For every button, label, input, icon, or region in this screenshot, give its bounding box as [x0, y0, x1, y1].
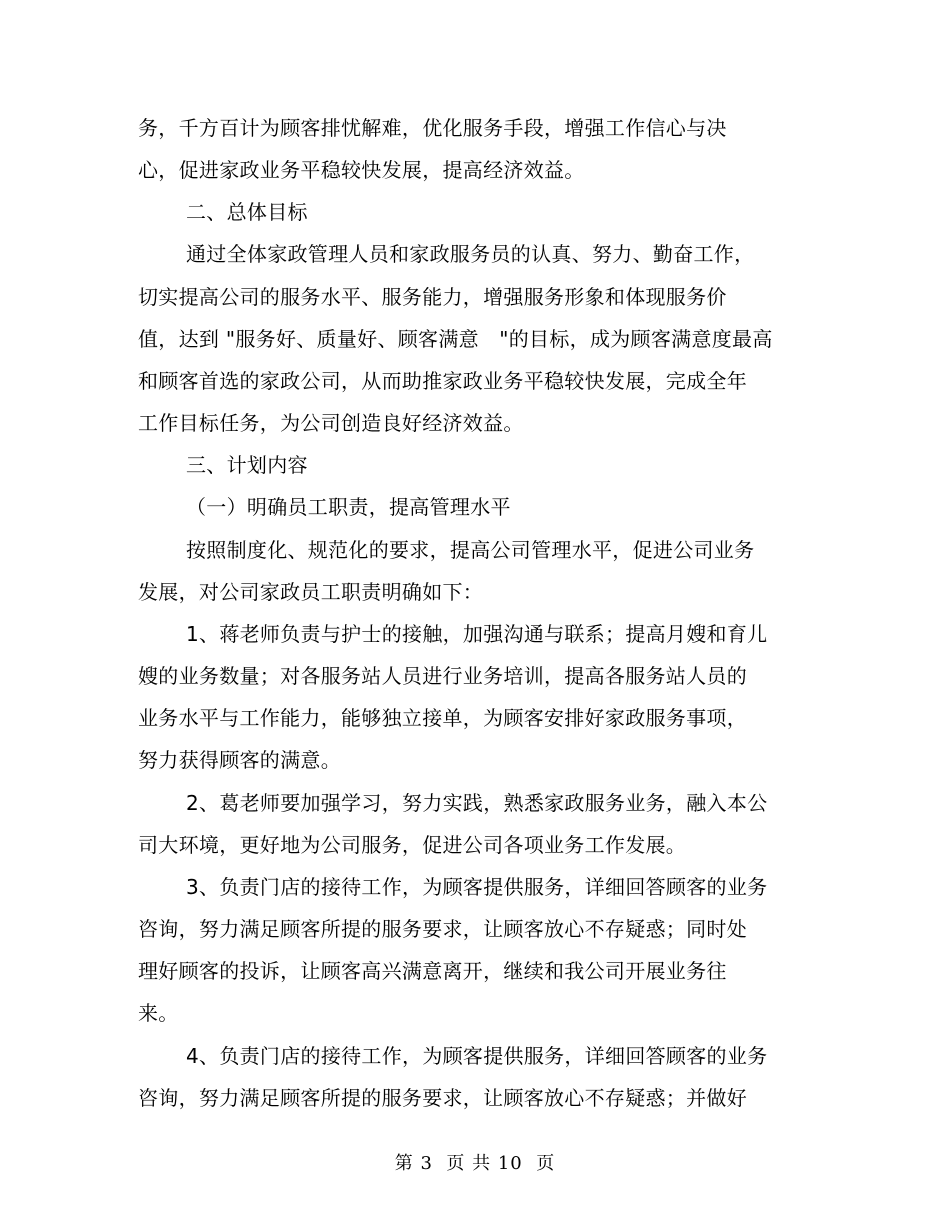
- text-line: 嫂的业务数量；对各服务站人员进行业务培训，提高各服务站人员的: [138, 664, 747, 688]
- text-line: 值，达到 "服务好、质量好、顾客满意 "的目标，成为顾客满意度最高: [138, 327, 773, 351]
- text-line: 咨询，努力满足顾客所提的服务要求，让顾客放心不存疑惑；同时处: [138, 917, 747, 941]
- text-line: 按照制度化、规范化的要求，提高公司管理水平，促进公司业务: [186, 538, 755, 562]
- text-line: 业务水平与工作能力，能够独立接单，为顾客安排好家政服务事项，: [138, 706, 747, 730]
- page-number-footer: 第 3 页 共 10 页: [394, 1153, 556, 1174]
- text-line: 切实提高公司的服务水平、服务能力，增强服务形象和体现服务价: [138, 285, 727, 309]
- subsection-heading: （一）明确员工职责，提高管理水平: [186, 495, 511, 519]
- section-heading: 三、计划内容: [186, 453, 308, 477]
- text-line: 理好顾客的投诉，让顾客高兴满意离开，继续和我公司开展业务往: [138, 959, 727, 983]
- text-line: 3、负责门店的接待工作，为顾客提供服务，详细回答顾客的业务: [186, 875, 768, 899]
- text-line: 2、葛老师要加强学习，努力实践，熟悉家政服务业务，融入本公: [186, 791, 768, 815]
- text-line: 努力获得顾客的满意。: [138, 748, 341, 772]
- text-line: 通过全体家政管理人员和家政服务员的认真、努力、勤奋工作，: [186, 242, 755, 266]
- text-line: 和顾客首选的家政公司，从而助推家政业务平稳较快发展，完成全年: [138, 369, 747, 393]
- text-line: 司大环境，更好地为公司服务，促进公司各项业务工作发展。: [138, 833, 687, 857]
- text-line: 心，促进家政业务平稳较快发展，提高经济效益。: [138, 158, 585, 182]
- text-line: 4、负责门店的接待工作，为顾客提供服务，详细回答顾客的业务: [186, 1044, 768, 1068]
- text-line: 发展，对公司家政员工职责明确如下：: [138, 580, 484, 604]
- text-line: 工作目标任务，为公司创造良好经济效益。: [138, 411, 524, 435]
- section-heading: 二、总体目标: [186, 200, 308, 224]
- text-line: 1、蒋老师负责与护士的接触，加强沟通与联系；提高月嫂和育儿: [186, 622, 768, 646]
- text-line: 来。: [138, 1001, 179, 1025]
- text-line: 咨询，努力满足顾客所提的服务要求，让顾客放心不存疑惑；并做好: [138, 1086, 747, 1110]
- text-line: 务，千方百计为顾客排忧解难，优化服务手段，增强工作信心与决: [138, 116, 727, 140]
